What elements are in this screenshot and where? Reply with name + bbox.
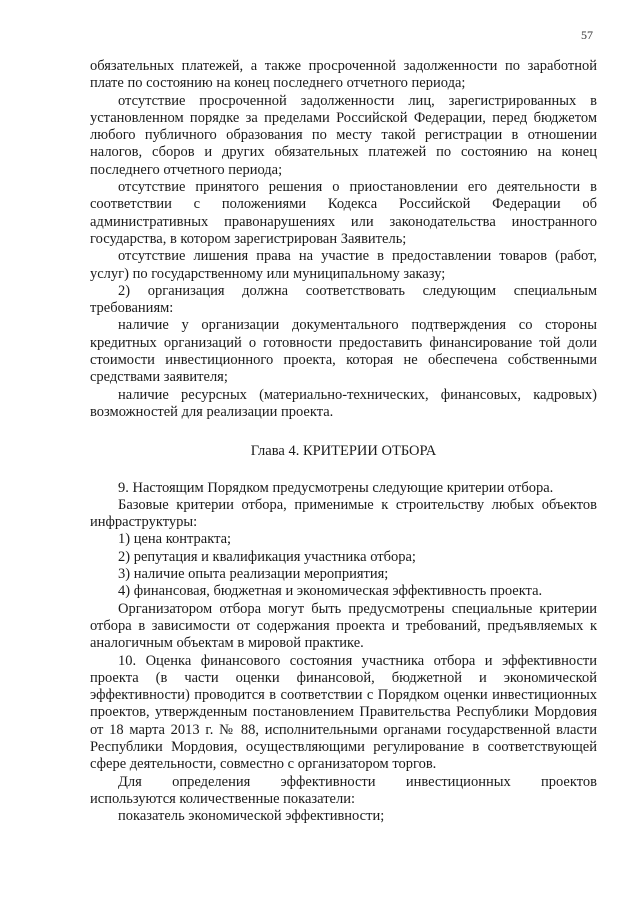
paragraph: наличие ресурсных (материально-технических, финансовых, кадровых) возможностей для реализации проекта. [90,386,597,420]
paragraph: 2) организация должна соответствовать следующим специальным требованиям: [90,282,597,317]
list-item: 2) репутация и квалификация участника отбора; [118,548,416,565]
spread-line [90,774,597,791]
list-item: 1) цена контракта; [118,531,232,548]
page-body [90,58,597,825]
page-number: 57 [581,28,593,42]
paragraph: Базовые критерии отбора, применимые к строительству любых объектов инфраструктуры: [90,496,597,531]
word: эффективности [280,773,376,790]
paragraph: отсутствие лишения права на участие в предоставлении товаров (работ, услуг) по государственному или муниципальному заказу; [90,248,597,282]
word: определения [172,773,251,790]
word: инвестиционных [405,773,511,790]
paragraph: отсутствие принятого решения о приостановлении его деятельности в соответствии с положениями Кодекса Российской Федерации об административных правонарушениях или законодательства иностранного государства, в котором зарегистрирован Заявитель; [90,179,597,247]
paragraph: используются количественные показатели: [90,790,356,807]
paragraph: 10. Оценка финансового состояния участника отбора и эффективности проекта (в части оценки финансовой, бюджетной и экономической эффективности) проводится в соответствии с Порядком оценки инвестиционных проектов, утвержденным постановлением Правительства Республики Мордовия от 18 марта 2013 г. № 88, исполнительными органами государственной власти Республики Мордовия, осуществляющими регулирование в соответствующей сфере деятельности, совместно с организатором торгов. [90,652,597,773]
word: проектов [541,773,597,790]
paragraph: отсутствие просроченной задолженности лиц, зарегистрированных в установленном порядке за пределами Российской Федерации, перед бюджетом любого публичного образования по месту такой регистрации в отношении налогов, сборов и других обязательных платежей по состоянию на конец последнего отчетного периода; [90,92,597,178]
paragraph: Организатором отбора могут быть предусмотрены специальные критерии отбора в зависимости от содержания проекта и требований, предъявляемых к аналогичным объектам в мировой практике. [90,600,597,652]
chapter-heading: Глава 4. КРИТЕРИИ ОТБОРА [250,443,437,460]
list-item: 4) финансовая, бюджетная и экономическая эффективность проекта. [118,583,543,600]
paragraph: 9. Настоящим Порядком предусмотрены следующие критерии отбора. [118,479,554,496]
word: Для [118,773,142,790]
paragraph: наличие у организации документального подтверждения со стороны кредитных организаций о готовности предоставить финансирование той доли стоимости инвестиционного проекта, которая не обеспечена собственными средствами заявителя; [90,317,597,386]
list-item: 3) наличие опыта реализации мероприятия; [118,566,389,583]
paragraph: показатель экономической эффективности; [118,808,385,825]
paragraph: обязательных платежей, а также просроченной задолженности по заработной плате по состоянию на конец последнего отчетного периода; [90,58,597,92]
